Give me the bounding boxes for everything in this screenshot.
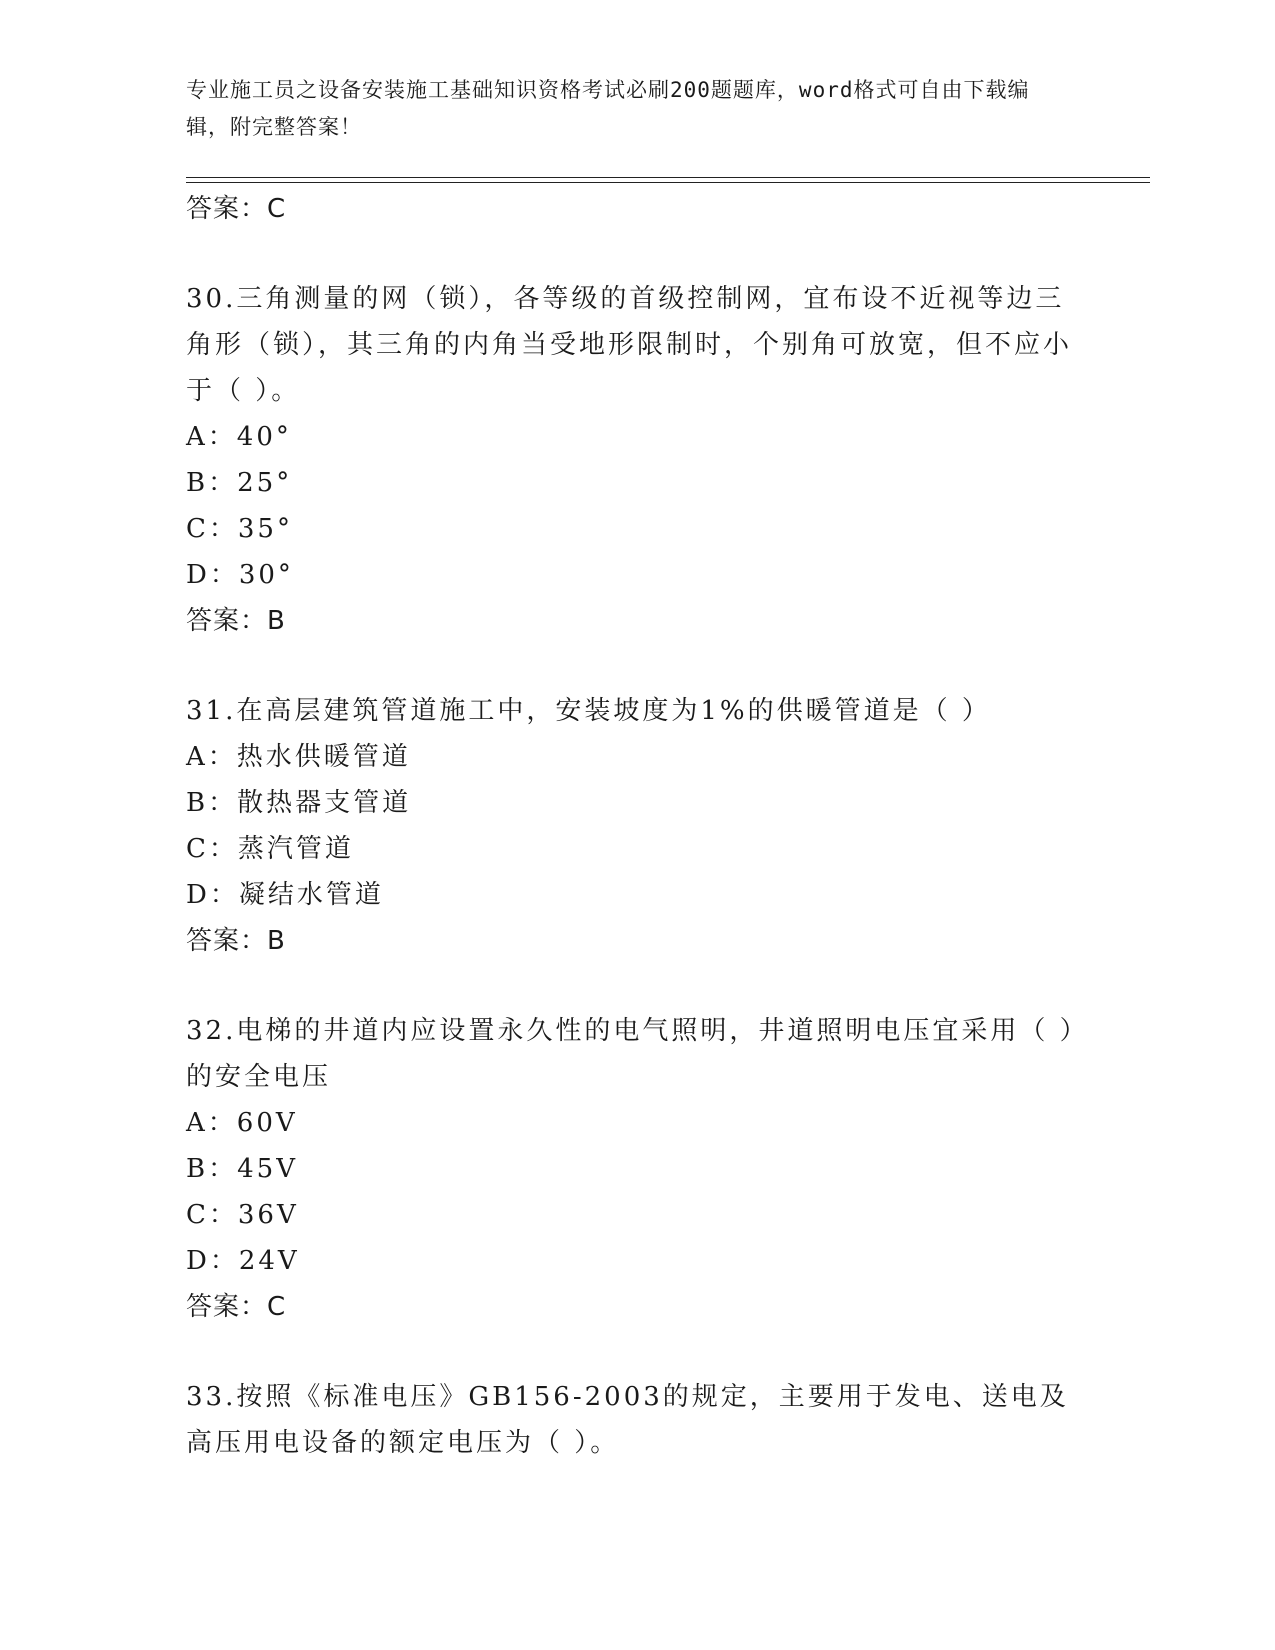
question-text: 32.电梯的井道内应设置永久性的电气照明，井道照明电压宜采用（ ）的安全电压 [186, 1016, 1076, 1092]
option-d: D：凝结水管道 [186, 880, 384, 910]
question-list [186, 186, 1086, 1466]
option-a: A：60V [186, 1108, 298, 1138]
question-block [186, 276, 1086, 644]
question-text: 30.三角测量的网（锁），各等级的首级控制网，宜布设不近视等边三角形（锁），其三角的内角当受地形限制时，个别角可放宽，但不应小于（ ）。 [186, 284, 1073, 406]
document-header: 专业施工员之设备安装施工基础知识资格考试必刷200题题库，word格式可自由下载编辑，附完整答案！ [186, 78, 1030, 139]
answer-line: 答案：C [186, 1292, 287, 1322]
option-a: A：热水供暖管道 [186, 742, 411, 772]
option-c: C：35° [186, 514, 293, 544]
question-text: 31.在高层建筑管道施工中，安装坡度为1%的供暖管道是（ ） [186, 696, 991, 726]
option-b: B：散热器支管道 [186, 788, 412, 818]
question-block [186, 688, 1086, 964]
option-b: B：25° [186, 468, 293, 498]
answer-line: 答案：B [186, 926, 286, 956]
option-d: D：24V [186, 1246, 300, 1276]
header-divider-top [186, 177, 1150, 178]
header-divider-bottom [186, 182, 1150, 183]
question-block [186, 1008, 1086, 1330]
option-c: C：蒸汽管道 [186, 834, 354, 864]
option-c: C：36V [186, 1200, 299, 1230]
option-a: A：40° [186, 422, 292, 452]
question-text: 33.按照《标准电压》GB156-2003的规定，主要用于发电、送电及高压用电设备的额定电压为（ ）。 [186, 1382, 1069, 1458]
option-d: D：30° [186, 560, 294, 590]
option-b: B：45V [186, 1154, 298, 1184]
answer-line: 答案：C [186, 194, 287, 224]
question-block [186, 1374, 1086, 1466]
answer-line: 答案：B [186, 606, 286, 636]
